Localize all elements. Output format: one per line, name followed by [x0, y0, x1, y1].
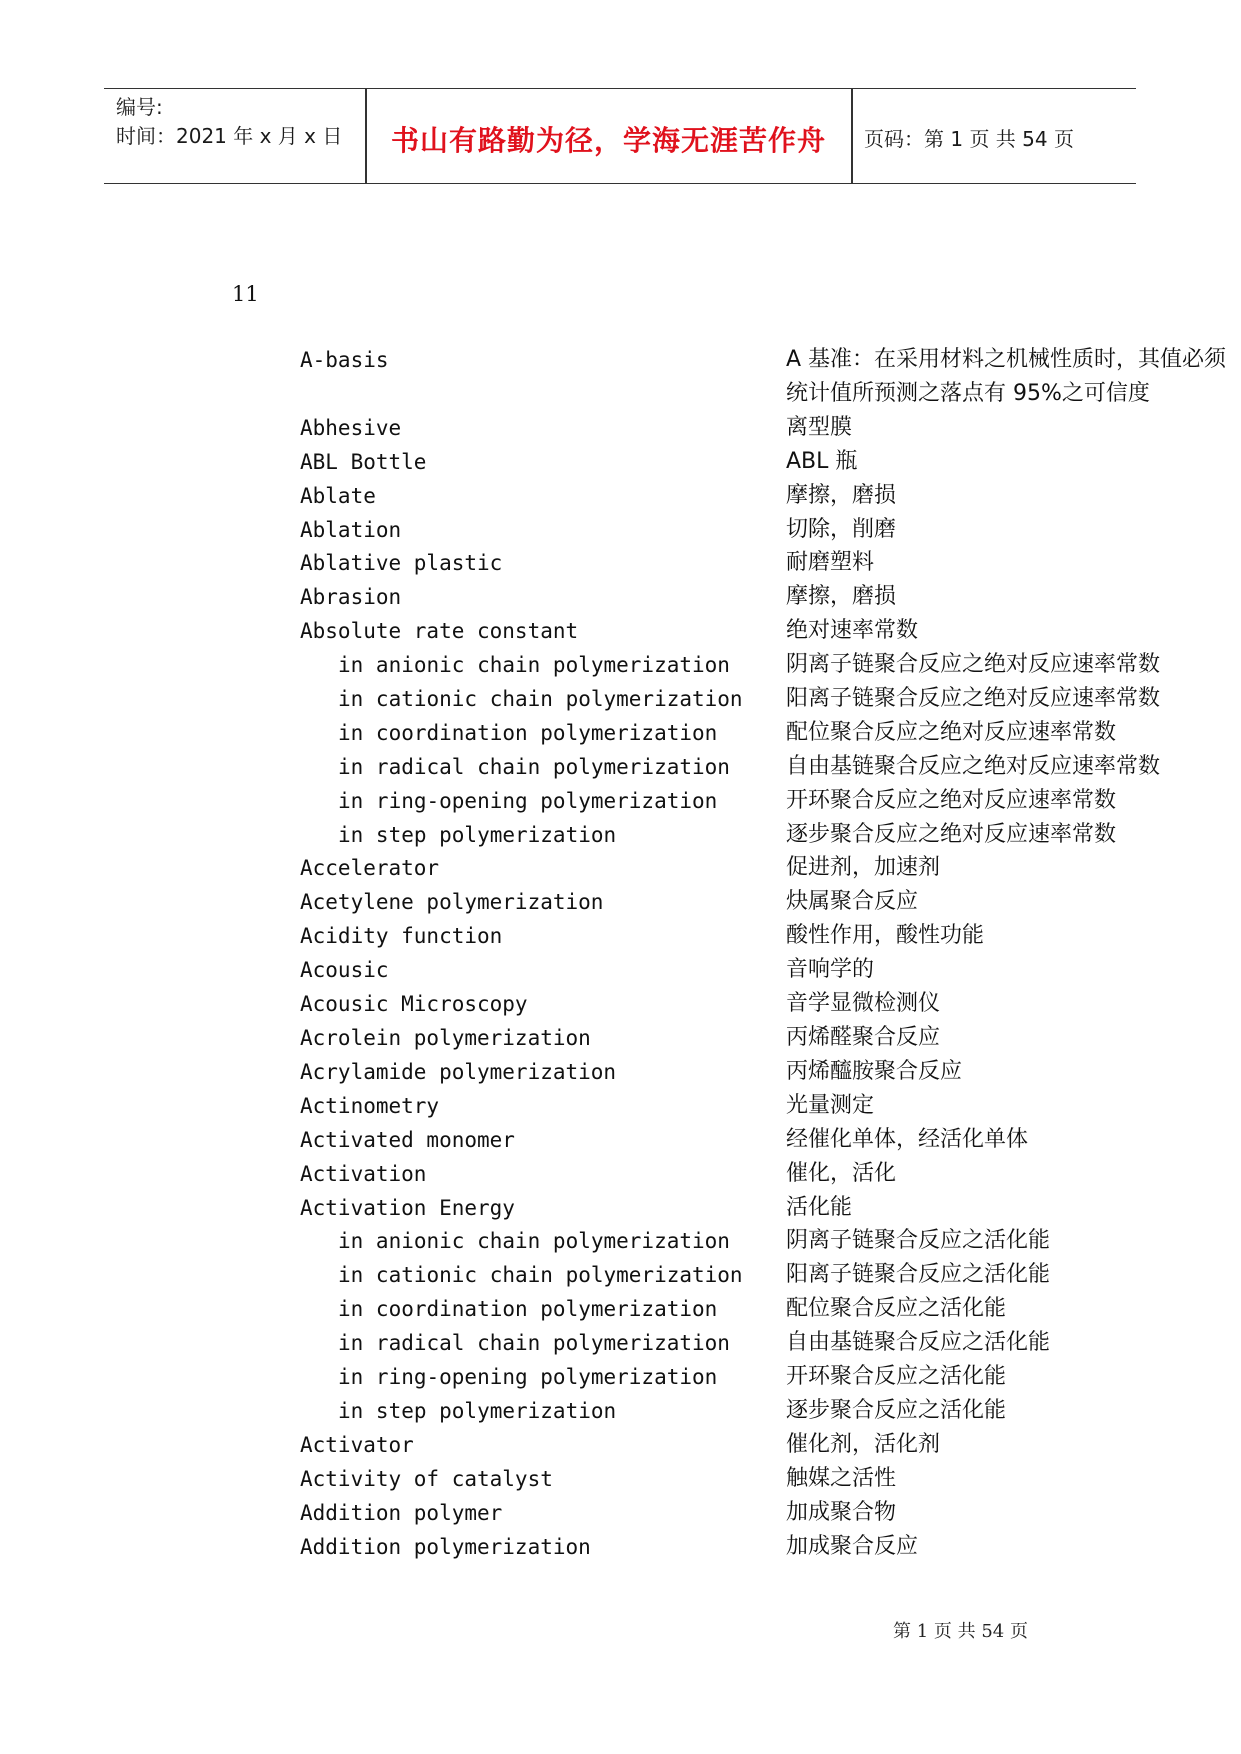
glossary-term: in step polymerization [338, 823, 617, 847]
glossary-term: Actinometry [300, 1094, 440, 1118]
glossary-row [0, 648, 1241, 682]
glossary-translation: 摩擦，磨损 [786, 483, 897, 508]
glossary-translation: 摩擦，磨损 [786, 584, 897, 609]
glossary-row [0, 953, 1241, 987]
glossary-term: in ring-opening polymerization [338, 789, 718, 813]
glossary-row [0, 1428, 1241, 1462]
glossary-translation: 酸性作用，酸性功能 [786, 923, 985, 948]
glossary-translation: 光量测定 [786, 1093, 875, 1118]
glossary-translation: 音响学的 [786, 957, 875, 982]
glossary-translation: 阴离子链聚合反应之绝对反应速率常数 [786, 652, 1161, 677]
glossary-row [0, 1123, 1241, 1157]
glossary-term: Addition polymer [300, 1501, 503, 1525]
glossary-row [0, 614, 1241, 648]
glossary-row [0, 1191, 1241, 1225]
glossary-translation: 促进剂，加速剂 [786, 855, 941, 880]
glossary-row [0, 1360, 1241, 1394]
glossary-term: in radical chain polymerization [338, 755, 730, 779]
page-footer: 第 1 页 共 54 页 [893, 1621, 1028, 1642]
glossary-term: Ablation [300, 518, 402, 542]
glossary-term: Ablate [300, 484, 376, 508]
glossary-translation: ABL 瓶 [786, 449, 858, 474]
glossary-term: Accelerator [300, 856, 440, 880]
glossary-row [0, 750, 1241, 784]
glossary-term: Abhesive [300, 416, 402, 440]
glossary-row [0, 885, 1241, 919]
header-page-info: 页码：第 1 页 共 54 页 [864, 127, 1074, 151]
glossary-term: Activation [300, 1162, 427, 1186]
glossary-translation: 配位聚合反应之绝对反应速率常数 [786, 720, 1117, 745]
glossary-translation: 离型膜 [786, 415, 853, 440]
glossary-term: A-basis [300, 348, 389, 372]
glossary-row [0, 1462, 1241, 1496]
glossary-row [0, 1530, 1241, 1564]
glossary-translation: 催化，活化 [786, 1161, 897, 1186]
glossary-term: Addition polymerization [300, 1535, 591, 1559]
glossary-term: Abrasion [300, 585, 402, 609]
glossary-row [0, 1258, 1241, 1292]
glossary-translation: 绝对速率常数 [786, 618, 919, 643]
glossary-translation: 开环聚合反应之活化能 [786, 1364, 1007, 1389]
glossary-row [0, 1021, 1241, 1055]
glossary-translation: 自由基链聚合反应之活化能 [786, 1330, 1051, 1355]
glossary-row [0, 513, 1241, 547]
glossary-term: in coordination polymerization [338, 721, 718, 745]
glossary-term: in radical chain polymerization [338, 1331, 730, 1355]
header-motto: 书山有路勤为径，学海无涯苦作舟 [390, 124, 826, 157]
glossary-row [0, 1157, 1241, 1191]
glossary-row [0, 1394, 1241, 1428]
glossary-term: Acrylamide polymerization [300, 1060, 617, 1084]
glossary-term: in anionic chain polymerization [338, 1229, 730, 1253]
glossary-translation: 阳离子链聚合反应之活化能 [786, 1262, 1051, 1287]
glossary-translation: A 基准：在采用材料之机械性质时，其值必须 [786, 347, 1227, 372]
glossary-term: in ring-opening polymerization [338, 1365, 718, 1389]
serial-number-label: 编号: [116, 95, 163, 119]
glossary-term: Activity of catalyst [300, 1467, 553, 1491]
glossary-translation: 触媒之活性 [786, 1466, 897, 1491]
glossary-row [0, 818, 1241, 852]
glossary-translation: 配位聚合反应之活化能 [786, 1296, 1007, 1321]
glossary-translation: 炔属聚合反应 [786, 889, 919, 914]
glossary-term: Absolute rate constant [300, 619, 579, 643]
glossary-translation: 阳离子链聚合反应之绝对反应速率常数 [786, 686, 1161, 711]
glossary-translation: 丙烯醯胺聚合反应 [786, 1059, 963, 1084]
glossary-translation: 丙烯醛聚合反应 [786, 1025, 941, 1050]
glossary-translation: 催化剂，活化剂 [786, 1432, 941, 1457]
glossary-translation: 加成聚合反应 [786, 1534, 919, 1559]
glossary-term: Activator [300, 1433, 414, 1457]
glossary-term: Acousic Microscopy [300, 992, 528, 1016]
glossary-row [0, 1326, 1241, 1360]
glossary-row [0, 1224, 1241, 1258]
glossary-term: in cationic chain polymerization [338, 1263, 743, 1287]
glossary-row [0, 411, 1241, 445]
glossary-term: Acetylene polymerization [300, 890, 604, 914]
glossary-row [0, 919, 1241, 953]
glossary-translation: 阴离子链聚合反应之活化能 [786, 1228, 1051, 1253]
glossary-translation: 经催化单体，经活化单体 [786, 1127, 1029, 1152]
section-number: 11 [232, 282, 259, 306]
glossary-term: ABL Bottle [300, 450, 427, 474]
glossary-row [0, 1292, 1241, 1326]
glossary-term: Acousic [300, 958, 389, 982]
glossary-term: in anionic chain polymerization [338, 653, 730, 677]
glossary-translation: 音学显微检测仪 [786, 991, 941, 1016]
glossary-term: in coordination polymerization [338, 1297, 718, 1321]
glossary-row [0, 445, 1241, 479]
glossary-translation: 开环聚合反应之绝对反应速率常数 [786, 788, 1117, 813]
glossary-row [0, 1089, 1241, 1123]
glossary-term: Acrolein polymerization [300, 1026, 591, 1050]
glossary-row [0, 682, 1241, 716]
glossary-translation: 加成聚合物 [786, 1500, 897, 1525]
time-label: 时间：2021 年 x 月 x 日 [116, 124, 343, 148]
glossary-row [0, 1496, 1241, 1530]
glossary-translation: 活化能 [786, 1195, 853, 1220]
glossary-row [0, 546, 1241, 580]
glossary-translation-continued: 统计值所预测之落点有 95%之可信度 [786, 381, 1150, 406]
glossary-term: Ablative plastic [300, 551, 503, 575]
glossary-row [0, 784, 1241, 818]
glossary-term: Activated monomer [300, 1128, 515, 1152]
glossary-row [0, 343, 1241, 406]
glossary-row [0, 1055, 1241, 1089]
glossary-term: Activation Energy [300, 1196, 515, 1220]
glossary-translation: 切除，削磨 [786, 517, 897, 542]
glossary-row [0, 580, 1241, 614]
glossary-term: in cationic chain polymerization [338, 687, 743, 711]
glossary-term: in step polymerization [338, 1399, 617, 1423]
glossary-translation: 逐步聚合反应之绝对反应速率常数 [786, 822, 1117, 847]
glossary-translation: 耐磨塑料 [786, 550, 875, 575]
glossary-translation: 自由基链聚合反应之绝对反应速率常数 [786, 754, 1161, 779]
glossary-row [0, 716, 1241, 750]
glossary-row [0, 851, 1241, 885]
glossary-term: Acidity function [300, 924, 503, 948]
glossary-row [0, 479, 1241, 513]
glossary-row [0, 987, 1241, 1021]
glossary-translation: 逐步聚合反应之活化能 [786, 1398, 1007, 1423]
